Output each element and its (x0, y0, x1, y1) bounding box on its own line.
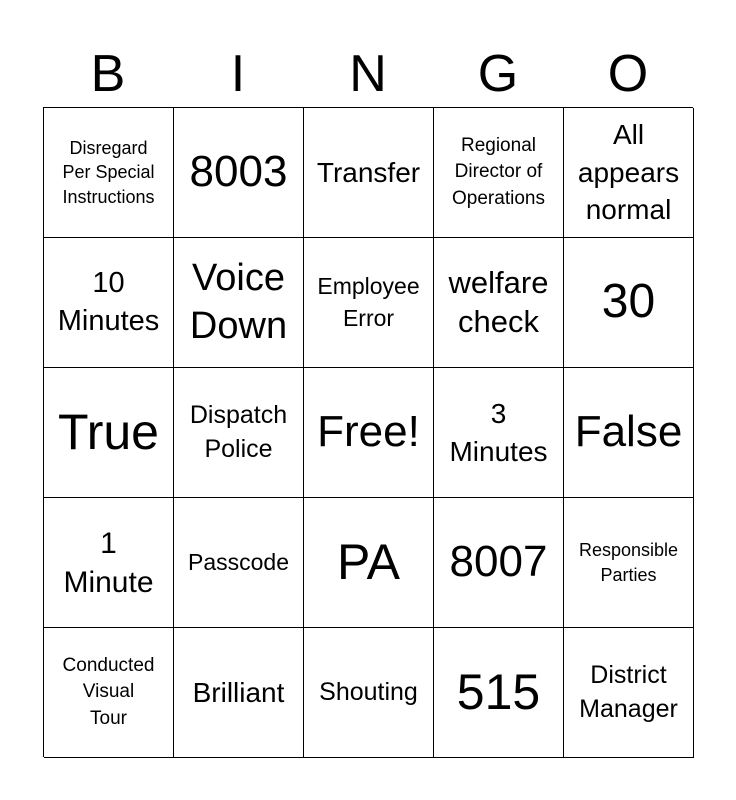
bingo-cell[interactable] (564, 368, 694, 498)
cell-label: 30 (601, 275, 656, 329)
bingo-cell[interactable] (174, 498, 304, 628)
bingo-header (43, 40, 693, 108)
cell-label: Shouting (319, 677, 418, 706)
bingo-cell[interactable] (174, 108, 304, 238)
bingo-cell[interactable] (174, 238, 304, 368)
cell-label: 10 Minutes (57, 266, 160, 337)
cell-label: Disregard Per Special Instructions (62, 138, 155, 207)
bingo-cell[interactable] (434, 238, 564, 368)
header-letter-b: B (90, 45, 126, 103)
cell-label: Brilliant (192, 676, 285, 708)
bingo-cell[interactable] (44, 498, 174, 628)
cell-label: All appears normal (577, 118, 680, 226)
bingo-cell[interactable] (174, 628, 304, 758)
bingo-cell[interactable] (304, 238, 434, 368)
cell-label: welfare check (448, 264, 549, 339)
header-letter-i: I (230, 45, 246, 103)
bingo-board (43, 107, 693, 757)
cell-label: 3 Minutes (449, 397, 548, 467)
cell-label: False (574, 407, 683, 457)
bingo-cell[interactable] (564, 628, 694, 758)
header-letter-o: O (607, 45, 649, 103)
header-letter-n: N (349, 45, 387, 103)
bingo-cell[interactable] (434, 498, 564, 628)
bingo-cell[interactable] (304, 108, 434, 238)
bingo-cell[interactable] (434, 368, 564, 498)
cell-label: District Manager (579, 660, 678, 723)
bingo-cell[interactable] (434, 628, 564, 758)
bingo-cell[interactable] (44, 238, 174, 368)
bingo-cell[interactable] (564, 498, 694, 628)
bingo-cell[interactable] (564, 238, 694, 368)
cell-label: Dispatch Police (189, 400, 288, 463)
cell-label: Transfer (316, 156, 421, 188)
cell-label: Free! (317, 407, 420, 457)
cell-label: Passcode (187, 548, 289, 575)
cell-label: Conducted Visual Tour (62, 654, 155, 729)
bingo-cell[interactable] (304, 628, 434, 758)
bingo-cell[interactable] (304, 498, 434, 628)
bingo-cell[interactable] (434, 108, 564, 238)
cell-label: True (58, 404, 159, 460)
bingo-cell[interactable] (564, 108, 694, 238)
cell-label: Regional Director of Operations (452, 134, 545, 209)
cell-label: Responsible Parties (578, 540, 679, 585)
cell-label: 8003 (189, 147, 288, 197)
header-letter-g: G (477, 45, 519, 103)
cell-label: Voice Down (189, 257, 288, 347)
bingo-cell[interactable] (44, 368, 174, 498)
cell-label: PA (337, 534, 400, 590)
bingo-cell[interactable] (174, 368, 304, 498)
bingo-cell[interactable] (44, 108, 174, 238)
cell-label: 1 Minute (63, 526, 154, 599)
free-space-cell[interactable] (304, 368, 434, 498)
cell-label: Employee Error (317, 273, 420, 331)
cell-label: 8007 (449, 537, 548, 587)
cell-label: 515 (456, 664, 541, 720)
bingo-cell[interactable] (44, 628, 174, 758)
